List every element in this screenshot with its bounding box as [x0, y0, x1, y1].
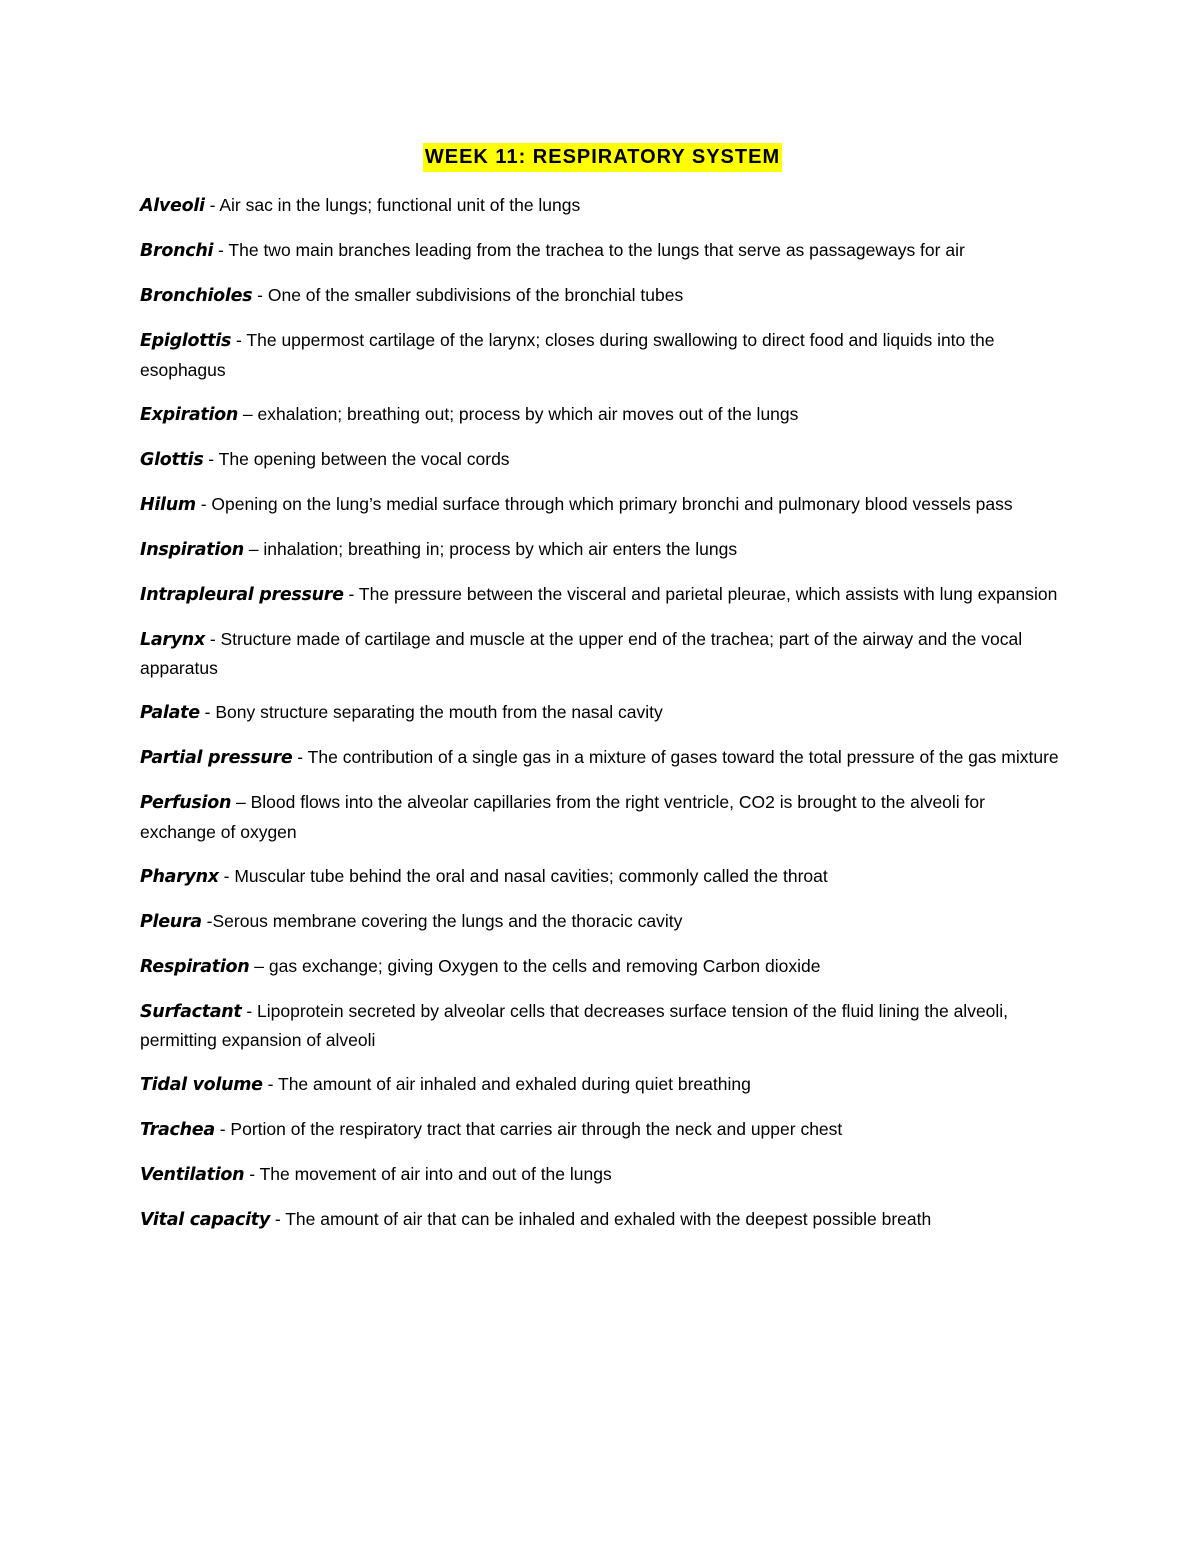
definition-item: [140, 1115, 1065, 1145]
definition-term: Glottis: [140, 449, 204, 470]
definition-item: [140, 191, 1065, 221]
page-title: WEEK 11: RESPIRATORY SYSTEM: [423, 143, 782, 172]
definition-text: – Blood flows into the alveolar capillaries from the right ventricle, CO2 is brought to the alveoli for exchange of oxygen: [140, 792, 985, 842]
definition-term: Expiration: [140, 404, 239, 425]
definition-item: [140, 580, 1065, 610]
definition-item: [140, 281, 1065, 311]
definition-text: - The contribution of a single gas in a mixture of gases toward the total pressure of the gas mixture: [292, 747, 1059, 767]
definition-text: - The movement of air into and out of the lungs: [244, 1164, 612, 1184]
definition-term: Partial pressure: [140, 748, 293, 768]
definition-item: [140, 997, 1065, 1055]
definition-item: [140, 1160, 1065, 1190]
definition-item: [140, 952, 1065, 982]
definition-text: – exhalation; breathing out; process by which air moves out of the lungs: [238, 403, 799, 424]
definition-term: Alveoli: [140, 196, 205, 216]
definition-text: -Serous membrane covering the lungs and the thoracic cavity: [201, 910, 683, 931]
definition-term: Surfactant: [140, 1001, 242, 1022]
definition-term: Trachea: [140, 1120, 215, 1140]
definition-item: [140, 326, 1065, 384]
definition-text: - The amount of air that can be inhaled and exhaled with the deepest possible breath: [269, 1209, 932, 1229]
definition-text: - Air sac in the lungs; functional unit of the lungs: [204, 195, 581, 215]
definition-item: [140, 236, 1065, 266]
definition-text: – gas exchange; giving Oxygen to the cells and removing Carbon dioxide: [249, 955, 821, 976]
definition-item: [140, 907, 1065, 937]
definition-item: [140, 1205, 1065, 1235]
definition-item: [140, 862, 1065, 892]
definition-term: Bronchi: [140, 241, 214, 261]
definition-text: - Bony structure separating the mouth from the nasal cavity: [199, 702, 663, 722]
definition-text: - Lipoprotein secreted by alveolar cells that decreases surface tension of the fluid lining the alveoli, permitting expansion of alveoli: [140, 1000, 1009, 1050]
definition-term: Perfusion: [140, 793, 232, 813]
definition-text: - Portion of the respiratory tract that carries air through the neck and upper chest: [214, 1119, 843, 1139]
definition-term: Intrapleural pressure: [140, 584, 344, 605]
definition-text: - The opening between the vocal cords: [203, 448, 510, 469]
definition-item: [140, 625, 1065, 683]
definition-item: [140, 698, 1065, 728]
definition-term: Respiration: [140, 956, 250, 977]
definition-term: Inspiration: [140, 539, 244, 560]
definition-text: - The amount of air inhaled and exhaled during quiet breathing: [262, 1074, 751, 1094]
definition-term: Epiglottis: [140, 331, 232, 351]
definition-item: [140, 535, 1065, 565]
definition-term: Ventilation: [140, 1165, 245, 1185]
definition-text: - The pressure between the visceral and parietal pleurae, which assists with lung expansion: [343, 583, 1058, 604]
definition-term: Pleura: [140, 911, 202, 932]
definition-term: Hilum: [140, 494, 196, 515]
document-page: [140, 143, 1065, 1250]
definition-text: - Opening on the lung’s medial surface through which primary bronchi and pulmonary blood vessels pass: [195, 493, 1013, 514]
definition-text: - Structure made of cartilage and muscle at the upper end of the trachea; part of the airway and the vocal apparatus: [140, 628, 1023, 678]
title-block: [140, 143, 1065, 176]
definition-term: Larynx: [140, 629, 205, 650]
definition-text: - One of the smaller subdivisions of the bronchial tubes: [252, 285, 684, 305]
definition-text: – inhalation; breathing in; process by which air enters the lungs: [243, 538, 738, 559]
definition-list: [140, 191, 1065, 1235]
definition-item: [140, 743, 1065, 773]
definition-term: Palate: [140, 703, 200, 723]
definition-item: [140, 1070, 1065, 1100]
definition-term: Tidal volume: [140, 1075, 263, 1095]
definition-item: [140, 788, 1065, 846]
definition-item: [140, 400, 1065, 430]
definition-text: - The two main branches leading from the trachea to the lungs that serve as passageways for air: [213, 240, 965, 260]
definition-item: [140, 445, 1065, 475]
definition-term: Pharynx: [140, 866, 219, 887]
definition-term: Bronchioles: [140, 286, 253, 306]
definition-term: Vital capacity: [140, 1210, 270, 1230]
definition-item: [140, 490, 1065, 520]
definition-text: - The uppermost cartilage of the larynx; closes during swallowing to direct food and liquids into the esophagus: [140, 330, 995, 380]
definition-text: - Muscular tube behind the oral and nasal cavities; commonly called the throat: [218, 865, 828, 886]
